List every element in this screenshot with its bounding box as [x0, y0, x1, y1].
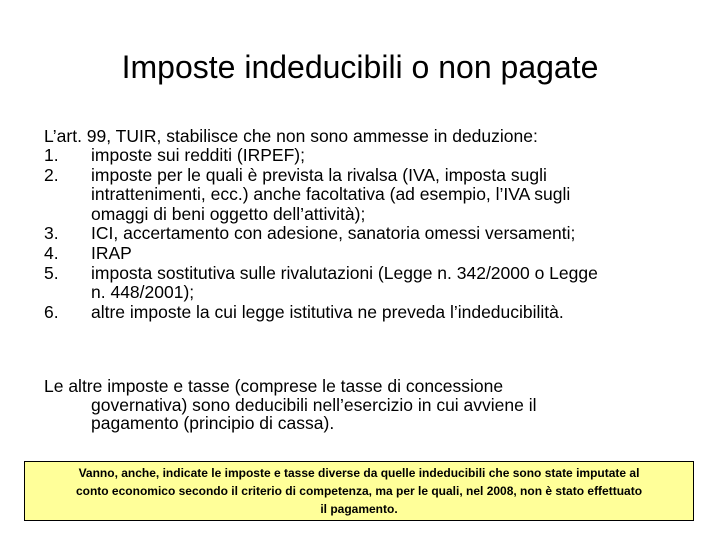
list-text: ICI, accertamento con adesione, sanatoria omessi versamenti;	[91, 223, 576, 244]
paragraph-line: governativa) sono deducibili nell’esercizio in cui avviene il	[91, 394, 537, 415]
list-text: altre imposte la cui legge istitutiva ne preveda l’indeducibilità.	[91, 301, 564, 322]
list-text-line: omaggi di beni oggetto dell’attività);	[91, 203, 366, 224]
list-text	[91, 166, 694, 225]
list-item	[44, 146, 694, 166]
list-text-line: intrattenimenti, ecc.) anche facoltativa (ad esempio, l’IVA sugli	[91, 184, 571, 205]
note-line: il pagamento.	[320, 502, 398, 516]
paragraph-line: Le altre imposte e tasse (comprese le tasse di concessione	[44, 376, 504, 396]
highlight-note-box	[24, 461, 694, 521]
deductible-taxes-paragraph	[44, 377, 684, 433]
list-text: imposte sui redditi (IRPEF);	[91, 145, 305, 165]
note-line: Vanno, anche, indicate le imposte e tasse diverse da quelle indeducibili che sono state imputate al	[78, 466, 640, 480]
list-item	[44, 244, 694, 264]
list-text	[91, 264, 694, 303]
list-text-line: imposta sostitutiva sulle rivalutazioni (Legge n. 342/2000 o Legge	[91, 262, 598, 283]
list-item	[44, 303, 694, 323]
paragraph-line: pagamento (principio di cassa).	[91, 413, 335, 433]
deduction-list	[44, 146, 694, 322]
list-item	[44, 224, 694, 244]
list-item	[44, 166, 694, 225]
list-number: 5.	[44, 262, 59, 283]
list-number: 1.	[44, 145, 59, 165]
list-number: 4.	[44, 242, 59, 263]
list-number: 6.	[44, 301, 59, 322]
note-line: conto economico secondo il criterio di competenza, ma per le quali, nel 2008, non è stato effettuato	[75, 484, 643, 498]
intro-text: L’art. 99, TUIR, stabilisce che non sono ammesse in deduzione:	[44, 126, 538, 146]
list-text-line: imposte per le quali è prevista la rivalsa (IVA, imposta sugli	[91, 164, 547, 185]
list-text-line: n. 448/2001);	[91, 282, 195, 303]
list-text: IRAP	[91, 242, 132, 263]
list-item	[44, 264, 694, 303]
list-number: 3.	[44, 223, 59, 244]
page-title: Imposte indeducibili o non pagate	[121, 49, 599, 85]
list-number: 2.	[44, 164, 59, 185]
